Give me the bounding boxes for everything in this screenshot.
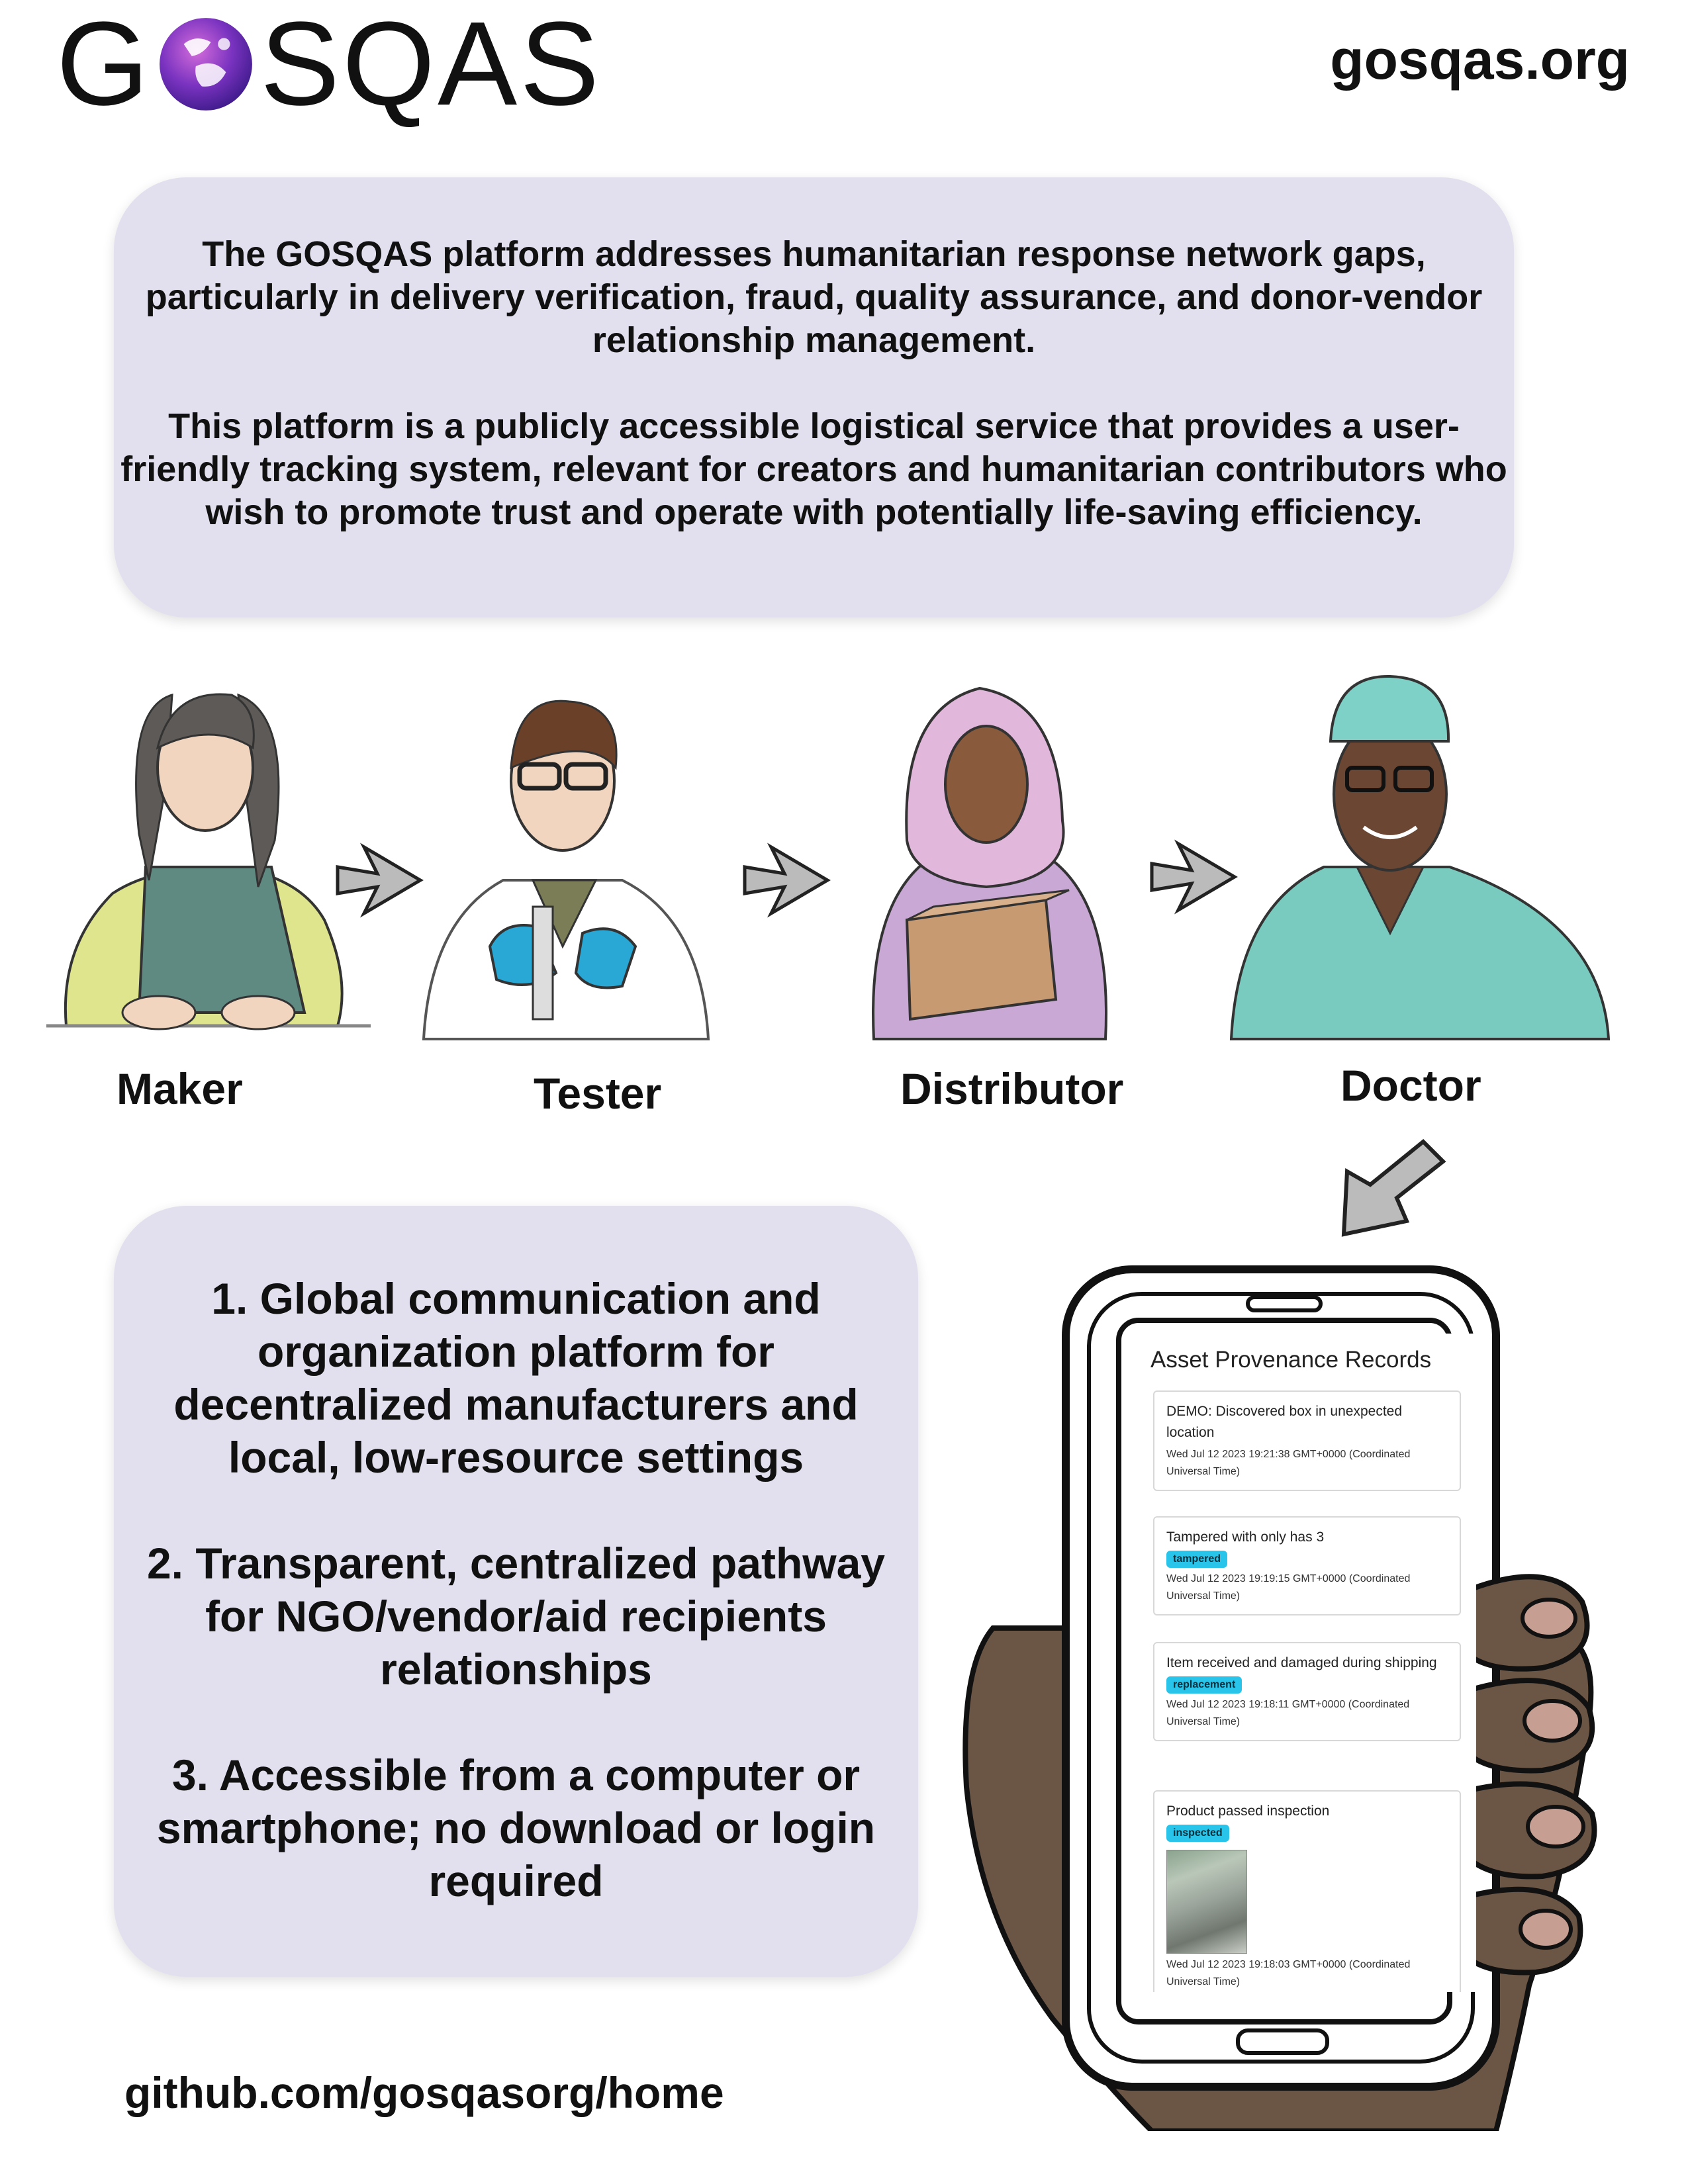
record-timestamp: Wed Jul 12 2023 19:21:38 GMT+0000 (Coordinated Universal Time) [1166,1449,1411,1477]
roles-illustration [40,668,1655,1052]
intro-paragraph-1: The GOSQAS platform addresses humanitarian response network gaps, particularly in delivery verification, fraud, quality assurance, and donor-vendor relationship management. [145,234,1483,360]
screen-title: Asset Provenance Records [1150,1347,1432,1373]
product-photo[interactable] [1166,1850,1247,1954]
feature-item: 2. Transparent, centralized pathway for NGO/vendor/aid recipients relationships [146,1539,886,1694]
record-timestamp: Wed Jul 12 2023 19:18:03 GMT+0000 (Coordinated Universal Time) [1166,1959,1411,1987]
features-panel [114,1206,918,1977]
doctor-illustration [1231,676,1609,1039]
github-link[interactable]: github.com/gosqasorg/home [124,2068,724,2117]
record-title: Tampered with only has 3 [1166,1529,1325,1545]
role-label-maker: Maker [117,1064,243,1113]
feature-item: 1. Global communication and organization platform for decentralized manufacturers and local, low-resource settings [173,1274,859,1482]
distributor-illustration [873,688,1106,1039]
status-badge: inspected [1166,1825,1229,1842]
status-badge: tampered [1166,1551,1227,1568]
role-label-tester: Tester [534,1069,662,1118]
gosqas-logo [56,0,602,130]
record-title: Product passed inspection [1166,1803,1330,1819]
site-url[interactable]: gosqas.org [1330,28,1630,91]
logo-prefix: G [56,0,152,130]
role-label-distributor: Distributor [900,1064,1124,1113]
record-card[interactable] [1153,1390,1461,1491]
role-label-doctor: Doctor [1340,1061,1481,1110]
feature-item: 3. Accessible from a computer or smartphone; no download or login required [156,1751,876,1905]
record-card[interactable] [1153,1516,1461,1615]
globe-icon [156,14,256,114]
logo-suffix: SQAS [260,0,602,130]
arrow-right-icon [1152,844,1235,910]
maker-illustration [46,694,371,1029]
record-card[interactable] [1153,1790,1461,1992]
record-title: DEMO: Discovered box in unexpected location [1166,1404,1403,1440]
intro-paragraph-2: This platform is a publicly accessible logistical service that provides a user-friendly tracking system, relevant for creators and humanitarian contributors who wish to promote trust and operate with potentially life-saving efficiency. [120,406,1507,532]
arrow-right-icon [338,847,420,913]
record-timestamp: Wed Jul 12 2023 19:19:15 GMT+0000 (Coordinated Universal Time) [1166,1573,1411,1602]
record-card[interactable] [1153,1642,1461,1741]
arrow-down-left-icon [1324,1135,1456,1241]
intro-panel [114,177,1514,617]
phone-screen [1132,1334,1476,1992]
arrow-right-icon [745,847,827,913]
record-timestamp: Wed Jul 12 2023 19:18:11 GMT+0000 (Coordinated Universal Time) [1166,1699,1410,1727]
record-title: Item received and damaged during shipping [1166,1655,1437,1670]
status-badge: replacement [1166,1676,1242,1694]
tester-illustration [424,701,708,1039]
